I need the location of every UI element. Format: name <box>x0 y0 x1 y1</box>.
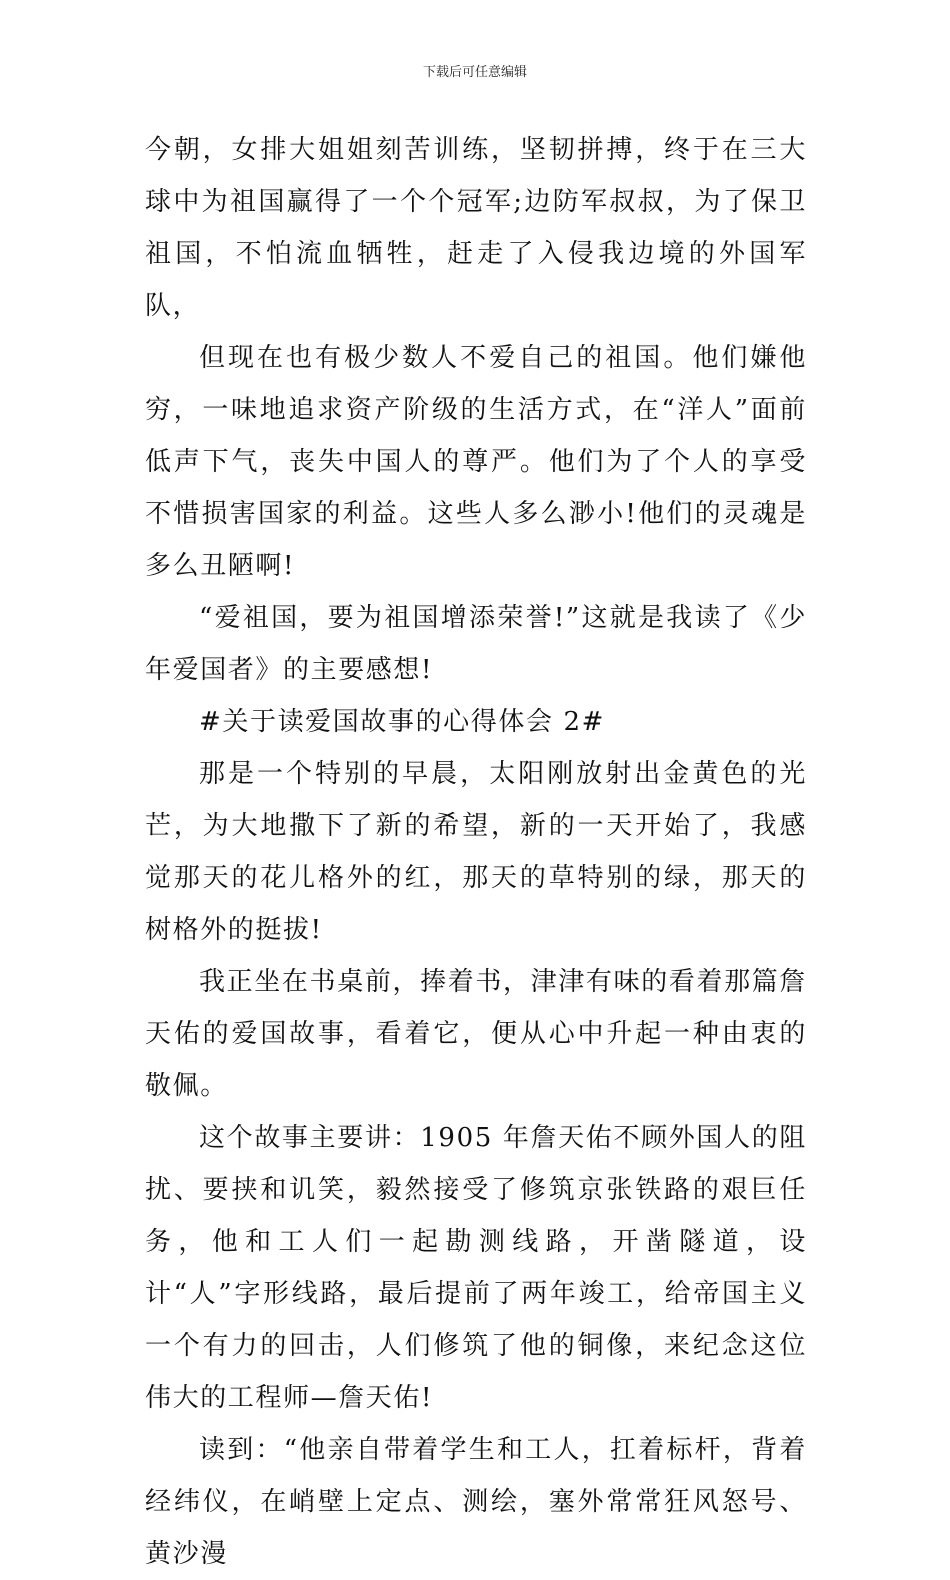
paragraph-6: 这个故事主要讲：1905 年詹天佑不顾外国人的阻扰、要挟和讥笑，毅然接受了修筑京张铁路的艰巨任务，他和工人们一起勘测线路，开凿隧道，设计“人”字形线路，最后提前了两年竣工，给帝国主义一个有力的回击，人们修筑了他的铜像，来纪念这位伟大的工程师—詹天佑! <box>145 1123 807 1413</box>
paragraph-4: 那是一个特别的早晨，太阳刚放射出金黄色的光芒，为大地撒下了新的希望，新的一天开始了，我感觉那天的花儿格外的红，那天的草特别的绿，那天的树格外的挺拔! <box>145 759 807 945</box>
paragraph-1: 今朝，女排大姐姐刻苦训练，坚韧拼搏，终于在三大球中为祖国赢得了一个个冠军;边防军叔叔，为了保卫祖国，不怕流血牺牲，赶走了入侵我边境的外国军队， <box>145 135 807 321</box>
paragraph-3: “爱祖国，要为祖国增添荣誉!”这就是我读了《少年爱国者》的主要感想! <box>145 603 807 685</box>
document-body <box>145 124 807 1580</box>
paragraph-7: 读到：“他亲自带着学生和工人，扛着标杆，背着经纬仪，在峭壁上定点、测绘，塞外常常狂风怒号、黄沙漫 <box>145 1435 807 1569</box>
paragraph-2: 但现在也有极少数人不爱自己的祖国。他们嫌他穷，一味地追求资产阶级的生活方式，在“洋人”面前低声下气，丧失中国人的尊严。他们为了个人的享受不惜损害国家的利益。这些人多么渺小!他们的灵魂是多么丑陋啊! <box>145 343 807 581</box>
paragraph-5: 我正坐在书桌前，捧着书，津津有味的看着那篇詹天佑的爱国故事，看着它，便从心中升起一种由衷的敬佩。 <box>145 967 807 1101</box>
page-header: 下载后可任意编辑 <box>422 65 527 80</box>
section-heading: #关于读爱国故事的心得体会 2# <box>199 707 605 737</box>
